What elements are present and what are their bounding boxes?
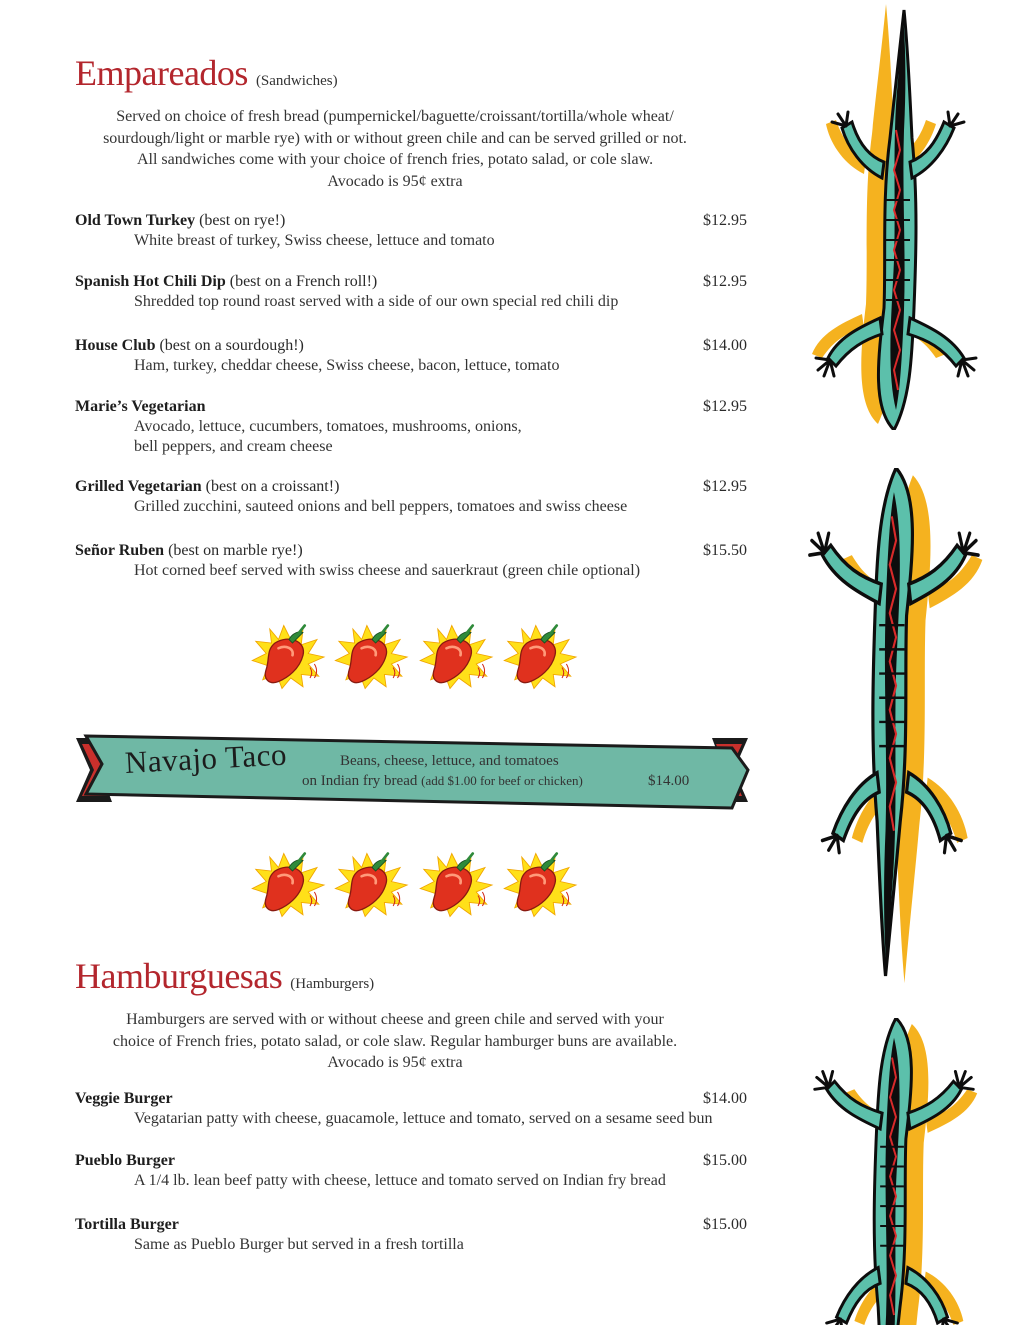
item-name: Pueblo Burger	[75, 1152, 175, 1169]
menu-item-maries-vegetarian	[75, 397, 747, 457]
item-note: (best on rye!)	[195, 212, 286, 229]
item-price: $15.50	[703, 542, 747, 559]
item-description: bell peppers, and cream cheese	[134, 438, 333, 455]
item-note: (best on a sourdough!)	[155, 337, 304, 354]
chili-pepper-row-top	[225, 622, 605, 692]
item-price: $15.00	[703, 1152, 747, 1169]
item-note: (best on marble rye!)	[164, 542, 303, 559]
chili-pepper-icon	[335, 626, 407, 689]
navajo-taco-bread: on Indian fry bread	[302, 773, 418, 789]
item-description: Avocado, lettuce, cucumbers, tomatoes, mushrooms, onions,	[134, 418, 522, 435]
burgers-intro	[60, 1009, 730, 1074]
item-name: Grilled Vegetarian	[75, 478, 202, 495]
navajo-taco-title: Navajo Taco	[124, 736, 288, 780]
menu-item-pueblo-burger	[75, 1151, 747, 1191]
item-note: (best on a croissant!)	[201, 478, 340, 495]
lizard-icon	[795, 468, 995, 988]
item-price: $15.00	[703, 1216, 747, 1233]
item-description: A 1/4 lb. lean beef patty with cheese, lettuce and tomato served on Indian fry bread	[134, 1172, 666, 1189]
menu-item-old-town-turkey	[75, 211, 747, 251]
menu-item-grilled-vegetarian	[75, 477, 747, 517]
navajo-taco-line2	[302, 773, 583, 790]
chili-pepper-row-bottom	[225, 850, 605, 920]
menu-item-house-club	[75, 336, 747, 376]
item-description: Shredded top round roast served with a side of our own special red chili dip	[134, 293, 619, 310]
item-name: House Club	[75, 337, 156, 354]
navajo-taco-price: $14.00	[648, 773, 690, 789]
chili-pepper-icon	[335, 854, 407, 917]
sandwiches-subtitle: (Sandwiches)	[255, 73, 338, 89]
navajo-taco-line1: Beans, cheese, lettuce, and tomatoes	[340, 753, 559, 769]
lizard-icon	[795, 0, 995, 430]
burgers-subtitle: (Hamburgers)	[290, 976, 375, 992]
item-name: Veggie Burger	[75, 1090, 173, 1107]
sandwiches-intro	[60, 106, 730, 192]
item-name: Old Town Turkey	[75, 212, 196, 229]
item-name: Marie’s Vegetarian	[75, 398, 206, 415]
menu-item-spanish-hot-chili-dip	[75, 272, 747, 312]
sandwiches-title: Empareados	[75, 53, 248, 93]
item-price: $12.95	[703, 398, 747, 415]
item-name: Tortilla Burger	[75, 1216, 179, 1233]
sandwiches-intro-line: Avocado is 95¢ extra	[327, 172, 463, 190]
menu-item-senor-ruben	[75, 541, 747, 581]
chili-pepper-icon	[504, 854, 576, 917]
chili-pepper-icon	[252, 854, 324, 917]
chili-pepper-icon	[252, 626, 324, 689]
sandwiches-intro-line: sourdough/light or marble rye) with or without green chile and can be served grilled or not.	[103, 129, 687, 147]
burgers-intro-line: choice of French fries, potato salad, or cole slaw. Regular hamburger buns are available.	[112, 1032, 678, 1050]
item-description: Grilled zucchini, sauteed onions and bell peppers, tomatoes and swiss cheese	[134, 498, 628, 515]
chili-pepper-icon	[504, 626, 576, 689]
item-description: Hot corned beef served with swiss cheese and sauerkraut (green chile optional)	[134, 562, 641, 579]
chili-pepper-icon	[420, 854, 492, 917]
item-price: $12.95	[703, 273, 747, 290]
item-name: Señor Ruben	[75, 542, 165, 559]
burgers-title: Hamburguesas	[75, 956, 283, 996]
item-name: Spanish Hot Chili Dip	[75, 273, 226, 290]
sandwiches-intro-line: All sandwiches come with your choice of french fries, potato salad, or cole slaw.	[136, 151, 654, 168]
item-price: $12.95	[703, 212, 747, 229]
lizard-icon	[795, 1018, 995, 1325]
sandwiches-intro-line: Served on choice of fresh bread (pumpernickel/baguette/croissant/tortilla/whole wheat/	[116, 108, 674, 125]
menu-item-tortilla-burger	[75, 1215, 747, 1255]
burgers-heading	[75, 955, 374, 997]
item-description: Same as Pueblo Burger but served in a fresh tortilla	[134, 1236, 464, 1253]
navajo-taco-addon: (add $1.00 for beef or chicken)	[421, 773, 583, 788]
item-price: $14.00	[703, 337, 747, 354]
burgers-intro-line: Hamburgers are served with or without cheese and green chile and served with your	[126, 1011, 664, 1028]
item-note: (best on a French roll!)	[225, 273, 378, 290]
menu-item-veggie-burger	[75, 1089, 747, 1129]
item-description: Ham, turkey, cheddar cheese, Swiss cheese, bacon, lettuce, tomato	[134, 357, 560, 374]
item-price: $14.00	[703, 1090, 747, 1107]
item-description: Vegatarian patty with cheese, guacamole, lettuce and tomato, served on a sesame seed bun	[134, 1110, 713, 1127]
chili-pepper-icon	[420, 626, 492, 689]
item-description: White breast of turkey, Swiss cheese, lettuce and tomato	[134, 232, 495, 249]
item-price: $12.95	[703, 478, 747, 495]
burgers-intro-line: Avocado is 95¢ extra	[327, 1054, 463, 1071]
sandwiches-heading	[75, 52, 338, 94]
